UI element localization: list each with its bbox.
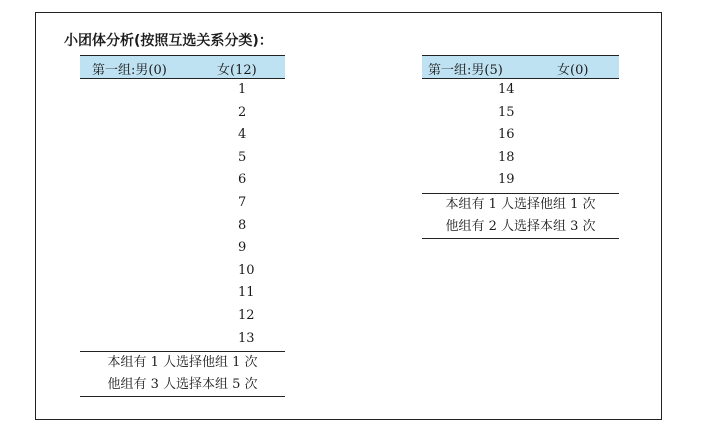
member-row <box>80 328 285 351</box>
member-id: 7 <box>238 194 247 210</box>
girls-count-label: 女(12) <box>217 63 257 78</box>
member-row <box>80 147 285 170</box>
group-summary <box>422 193 619 239</box>
member-id: 8 <box>238 217 247 233</box>
member-id: 4 <box>238 127 247 143</box>
member-id: 6 <box>238 172 247 188</box>
member-row <box>80 215 285 238</box>
summary-incoming: 他组有 2 人选择本组 3 次 <box>445 218 596 234</box>
member-id: 14 <box>498 82 515 97</box>
member-row <box>80 282 285 305</box>
member-id: 1 <box>238 82 247 97</box>
member-row <box>80 305 285 328</box>
member-row <box>422 124 619 147</box>
summary-outgoing: 本组有 1 人选择他组 1 次 <box>107 355 258 371</box>
boys-count-label: 第一组:男(0) <box>92 63 167 78</box>
member-id: 12 <box>238 307 255 323</box>
summary-outgoing: 本组有 1 人选择他组 1 次 <box>445 196 596 212</box>
summary-incoming: 他组有 3 人选择本组 5 次 <box>107 377 258 393</box>
member-id: 5 <box>238 149 247 165</box>
member-id: 18 <box>498 149 515 165</box>
member-row <box>422 169 619 192</box>
member-id: 16 <box>498 127 515 143</box>
member-id: 9 <box>238 240 247 256</box>
group-table-2 <box>422 55 619 239</box>
member-list <box>80 79 285 350</box>
group-table-1 <box>80 55 285 397</box>
girls-count-label: 女(0) <box>557 63 589 78</box>
member-id: 13 <box>238 330 255 346</box>
member-row <box>80 237 285 260</box>
member-row <box>422 147 619 170</box>
member-id: 10 <box>238 262 255 278</box>
member-id: 11 <box>238 285 255 301</box>
group-header <box>422 55 619 79</box>
member-id: 2 <box>238 104 247 120</box>
member-row <box>80 192 285 215</box>
member-row <box>80 79 285 102</box>
member-list <box>422 79 619 192</box>
member-row <box>80 169 285 192</box>
boys-count-label: 第一组:男(5) <box>428 63 503 78</box>
member-row <box>422 79 619 102</box>
member-row <box>80 124 285 147</box>
group-summary <box>80 351 285 397</box>
member-row <box>422 102 619 125</box>
member-row <box>80 102 285 125</box>
member-row <box>80 260 285 283</box>
member-id: 15 <box>498 104 515 120</box>
group-header <box>80 55 285 79</box>
page-title: 小团体分析(按照互选关系分类)： <box>64 33 273 49</box>
member-id: 19 <box>498 172 515 188</box>
